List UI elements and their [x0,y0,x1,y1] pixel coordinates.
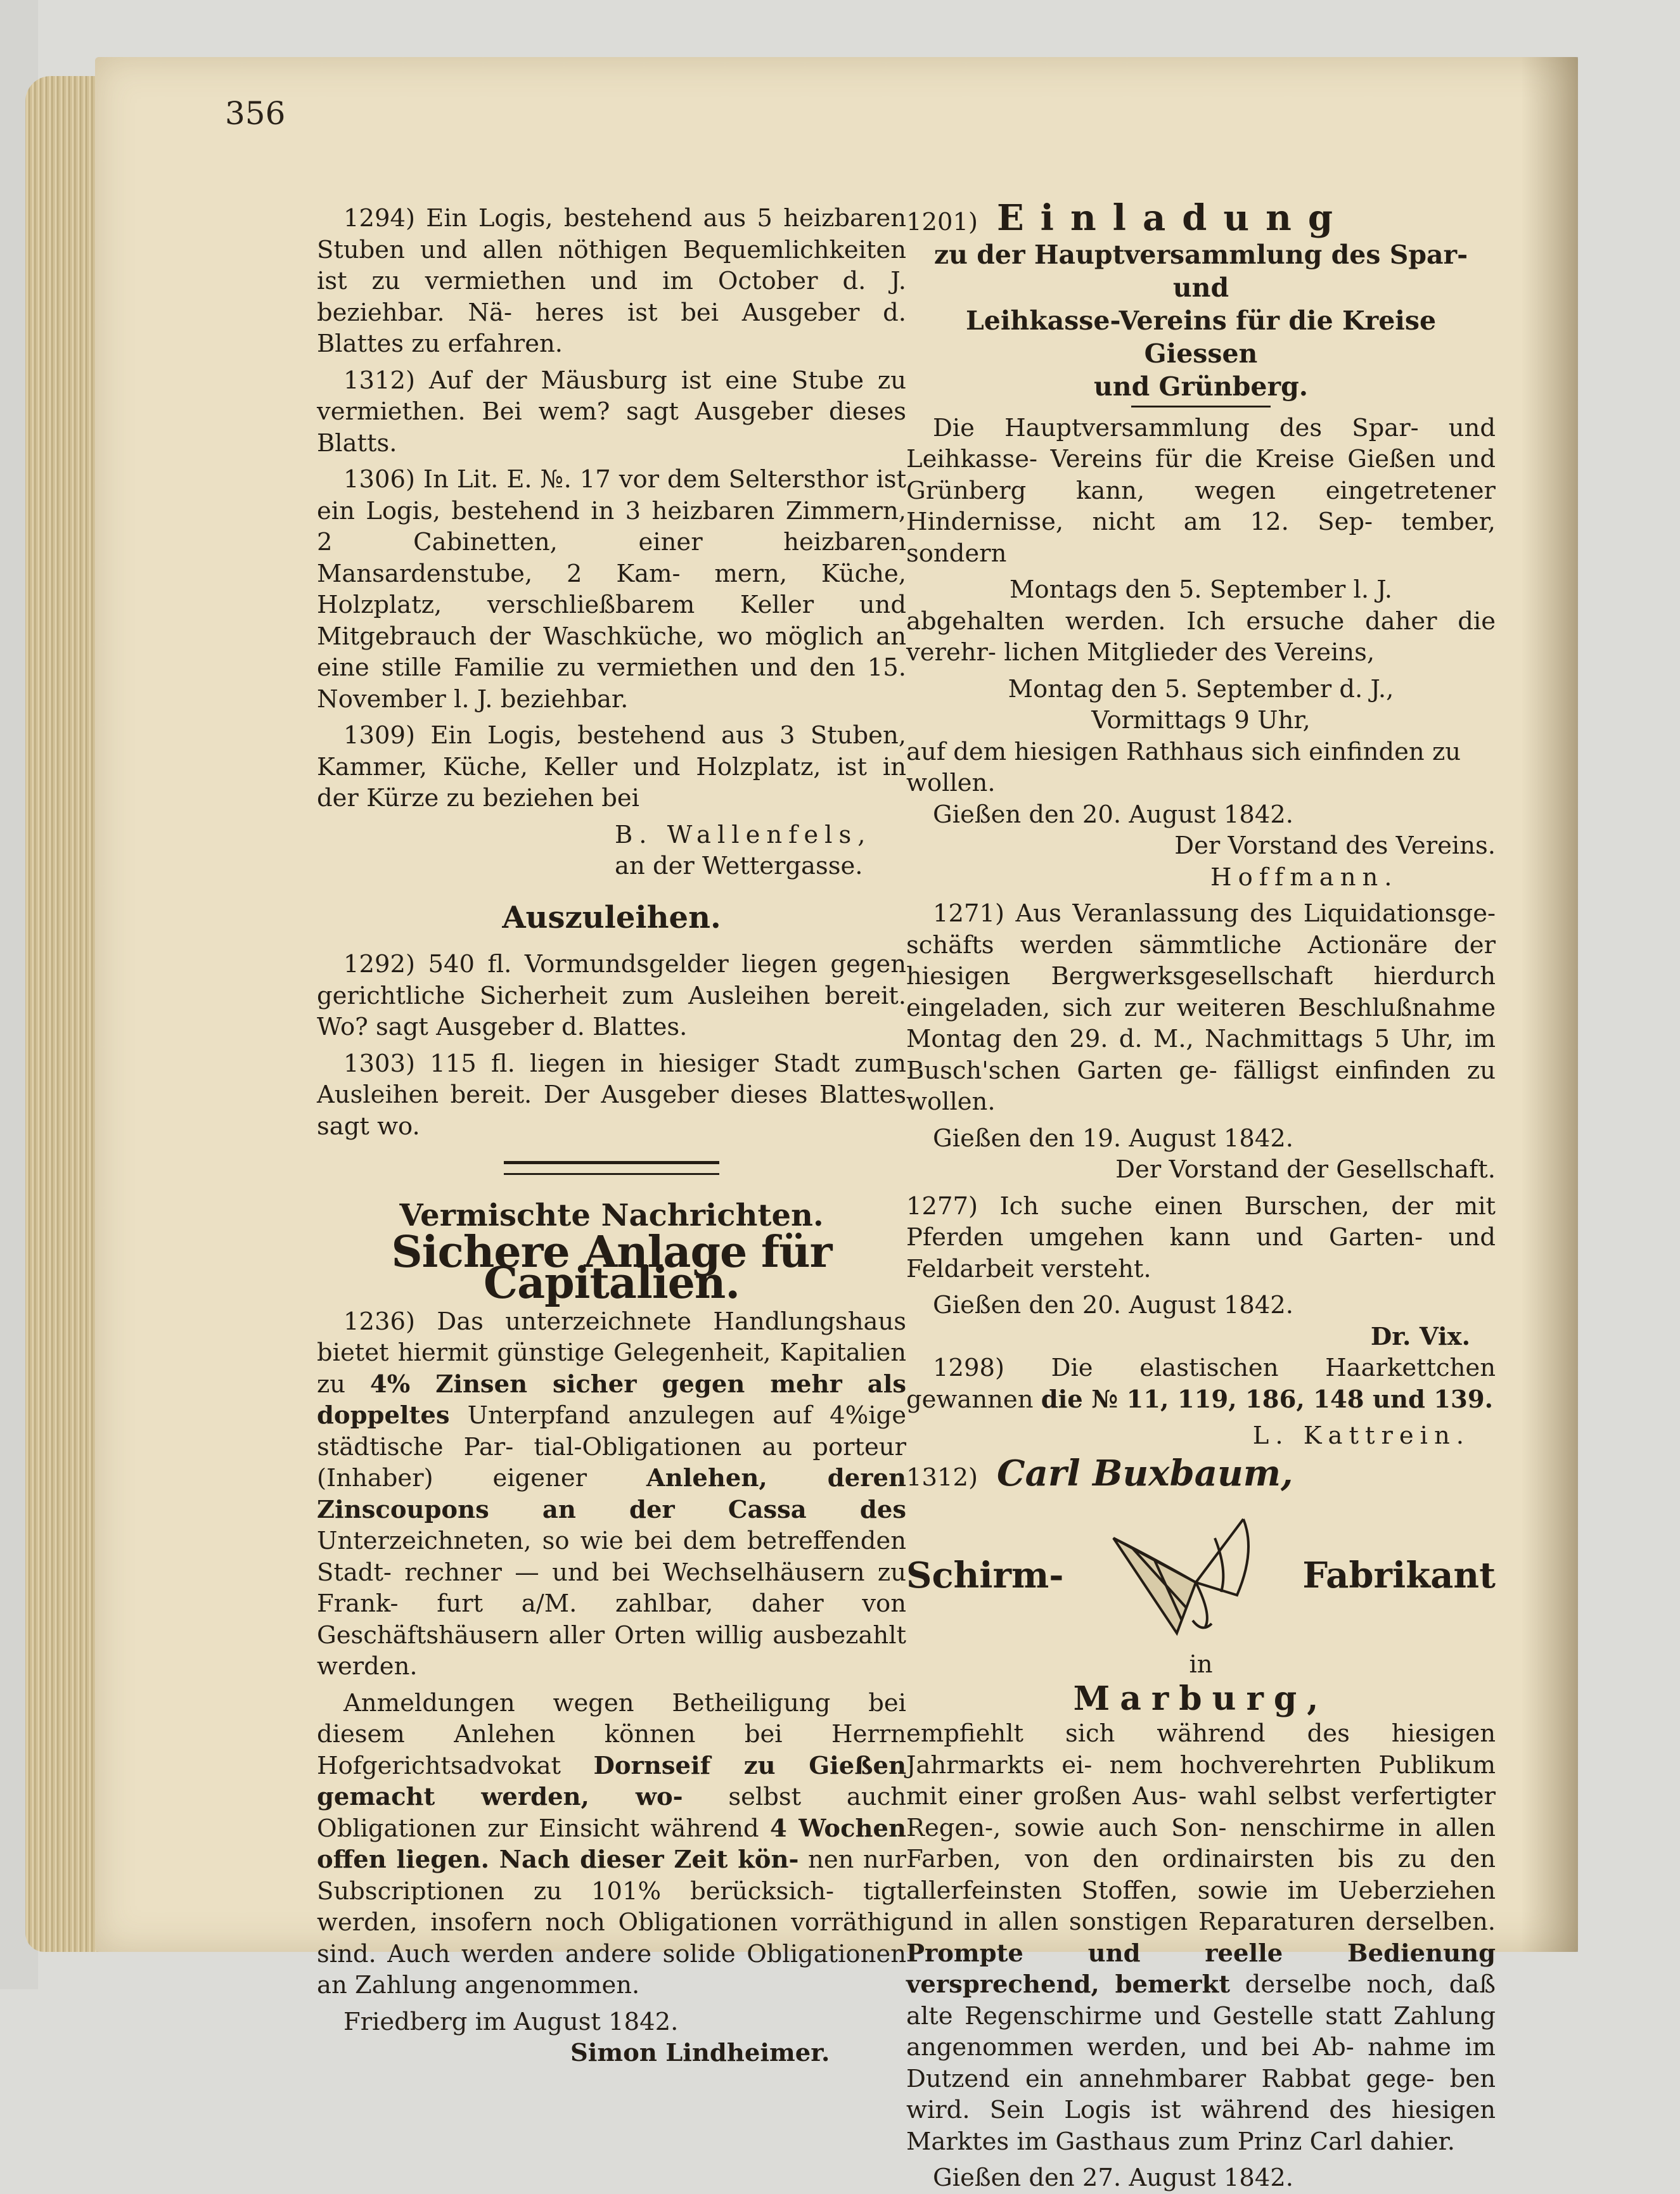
left-column [317,203,906,2069]
ad-1201-date-1: Montags den 5. September l. J. [1009,575,1392,604]
ad-1277-signature: Dr. Vix. [1370,1322,1470,1351]
ad-1236-signature: Simon Lindheimer. [570,2039,830,2067]
ad-1201-body: Die Hauptversammlung des Spar- und Leihkasse- Vereins für die Kreise Gießen und Grünberg kann, wegen eingetretener Hindernisse, nicht am 12. Sep- tember, sondern [906,413,1496,568]
ad-1201-place: Gießen den 20. August 1842. [933,800,1294,829]
ad-1277: 1277) Ich suche einen Burschen, der mit Pferden umgehen kann und Garten- und Feldarbeit versteht. [906,1191,1496,1283]
ad-1312b-city: Marburg, [1073,1679,1329,1718]
ad-1236: 1236) Das unterzeichnete Handlungshaus bietet hiermit günstige Gelegenheit, Kapitalien zu 4% Zinsen sicher gegen mehr als doppeltes Unterpfand anzulegen auf 4%ige städtische Par- tial-Obligationen au porteur (Inhaber) eigener Anlehen, deren Zinscoupons an der Cassa des Unterzeichneten, so wie bei dem betreffenden Stadt- rechner — und bei Wechselhäusern zu Frank- furt a/M. zahlbar, daher von Geschäftshäusern aller Orten willig ausbezahlt werden. [317,1307,906,1681]
heading-sichere-anlage: Sichere Anlage für Capitalien. [391,1226,832,1309]
ad-1292: 1292) 540 fl. Vormundsgelder liegen gegen gerichtliche Sicherheit zum Ausleihen bereit. Wo? sagt Ausgeber d. Blattes. [317,950,906,1041]
ad-1312: 1312) Auf der Mäusburg ist eine Stube zu vermiethen. Bei wem? sagt Ausgeber dieses Blatts. [317,366,906,458]
ad-1306: 1306) In Lit. E. №. 17 vor dem Seltersthor ist ein Logis, bestehend in 3 heizbaren Zimmern, 2 Cabinetten, einer heizbaren Mansardenstube, 2 Kam- mern, Küche, Holzplatz, verschließbarem Keller und Mitgebrauch der Waschküche, wo möglich an eine stille Familie zu vermiethen und den 15. November l. J. beziehbar. [317,465,906,714]
ad-1294: 1294) Ein Logis, bestehend aus 5 heizbaren Stuben und allen nöthigen Bequemlichkeiten ist zu vermiethen und im October d. J. beziehbar. Nä- heres ist bei Ausgeber d. Blattes zu erfahren. [317,204,906,358]
ad-1201-body-2: abgehalten werden. Ich ersuche daher die verehr- lichen Mitglieder des Vereins, [906,606,1496,667]
ad-1312b-schirm: Schirm- [906,1555,1064,1597]
ad-1271-signature: Der Vorstand der Gesellschaft. [1115,1155,1496,1184]
ad-1312b-number: 1312) [906,1463,978,1492]
ad-1298-signature: L. Kattrein. [1252,1421,1470,1450]
ad-1312b-name: Carl Buxbaum, [997,1452,1293,1494]
page-number: 356 [225,95,286,132]
ad-1309-signature: B. Wallenfels, an der Wettergasse. [615,820,872,880]
spine-shadow [1521,57,1578,1952]
ad-1236-registration: Anmeldungen wegen Betheiligung bei diesem Anlehen können bei Herrn Hofgerichtsadvokat Dornseif zu Gießen gemacht werden, wo- selbst auch Obligationen zur Einsicht während 4 Wochen offen liegen. Nach dieser Zeit kön- nen nur Subscriptionen zu 101% berücksich- tigt werden, insofern noch Obligationen vorräthig sind. Auch werden andere solide Obligationen an Zahlung angenommen. [317,1688,906,1999]
ad-1303: 1303) 115 fl. liegen in hiesiger Stadt zum Ausleihen bereit. Der Ausgeber dieses Blattes sagt wo. [317,1049,906,1141]
ad-1201-subtitle: zu der Hauptversammlung des Spar- und Leihkasse-Vereins für die Kreise Giessen und Grünberg. [933,239,1468,402]
ad-1312b-fabrikant: Fabrikant [1302,1555,1496,1597]
ad-1201-time: Vormittags 9 Uhr, [1091,706,1311,735]
ad-1312b-schirm-row [906,1503,1496,1649]
ad-1236-place: Friedberg im August 1842. [343,2007,679,2036]
ad-1312b-place: Gießen den 27. August 1842. [933,2164,1294,2192]
ad-1201-header [906,197,1496,239]
umbrella-icon [1101,1513,1266,1639]
ad-1201-signature-board: Der Vorstand des Vereins. [1174,831,1496,860]
ad-1201-date-2: Montag den 5. September d. J., [1008,674,1394,703]
ad-1201-signature-name: Hoffmann. [1210,863,1399,892]
ad-1271-place: Gießen den 19. August 1842. [933,1124,1294,1153]
heading-auszuleihen: Auszuleihen. [502,899,721,935]
ad-1201-subtitle-rule [1131,406,1271,407]
section-divider [504,1161,719,1175]
ad-1298: 1298) Die elastischen Haarkettchen gewannen die № 11, 119, 186, 148 und 139. [906,1354,1496,1414]
ad-1312b-in: in [1189,1650,1213,1679]
ad-1201-body-3: auf dem hiesigen Rathhaus sich einfinden zu wollen. [906,737,1461,797]
ad-1201-number: 1201) [906,208,978,236]
ad-1312b-body: empfiehlt sich während des hiesigen Jahrmarkts ei- nem hochverehrten Publikum mit einer großen Aus- wahl selbst verfertigter Regen-, sowie auch Son- nenschirme in allen Farben, von den ordinairsten bis zu den allerfeinsten Stoffen, sowie im Ueberziehen und in allen sonstigen Reparaturen derselben. Prompte und reelle Bedienung versprechend, bemerkt derselbe noch, daß alte Regenschirme und Gestelle statt Zahlung angenommen werden, und bei Ab- nahme im Dutzend ein annehmbarer Rabbat gege- ben wird. Sein Logis ist während des hiesigen Marktes im Gasthaus zum Prinz Carl dahier. [906,1719,1496,2156]
ad-1201-title: Einladung [997,197,1349,239]
right-column [906,197,1496,2194]
ad-1312b-header [906,1452,1496,1494]
ad-1277-place: Gießen den 20. August 1842. [933,1291,1294,1319]
ad-1271: 1271) Aus Veranlassung des Liquidationsge- schäfts werden sämmtliche Actionäre der hiesigen Bergwerksgesellschaft hierdurch eingeladen, sich zur weiteren Beschlußnahme Montag den 29. d. M., Nachmittags 5 Uhr, im Busch'schen Garten ge- fälligst einfinden zu wollen. [906,899,1496,1116]
ad-1309: 1309) Ein Logis, bestehend aus 3 Stuben, Kammer, Küche, Keller und Holzplatz, ist in der Kürze zu beziehen bei [317,721,906,812]
heading-vermischte-nachrichten: Vermischte Nachrichten. [399,1198,824,1233]
